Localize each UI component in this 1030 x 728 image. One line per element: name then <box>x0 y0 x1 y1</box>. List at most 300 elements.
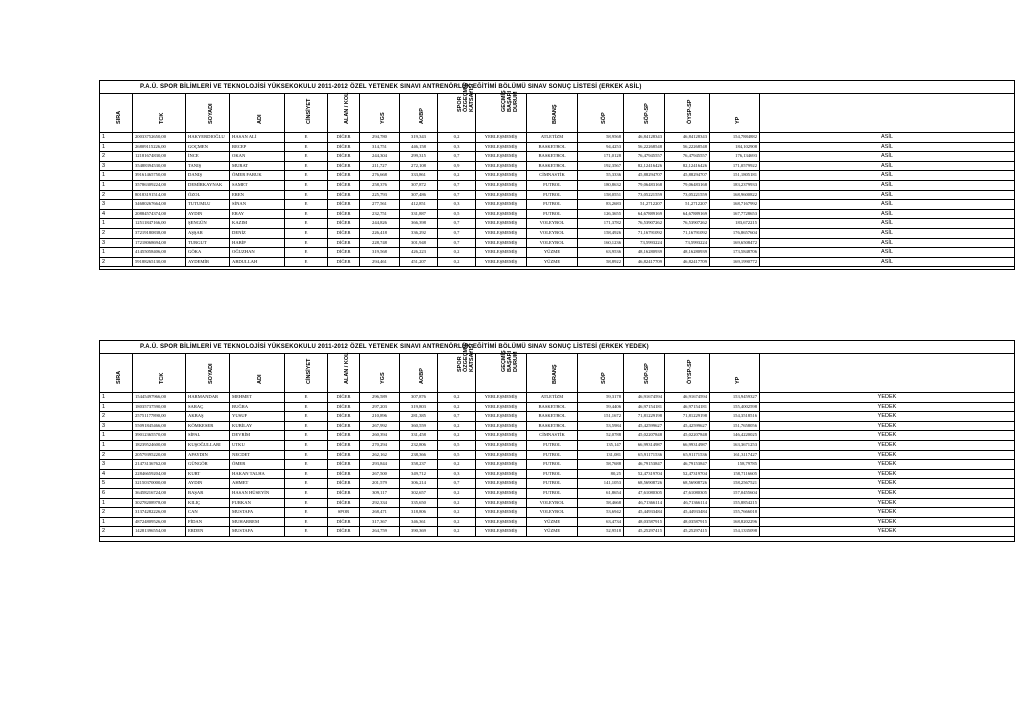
cell-gecmis-basari-durum: YERLEŞMEMİŞ <box>476 258 527 267</box>
cell-adi: NECDET <box>230 451 285 460</box>
header-sop <box>578 94 624 132</box>
cell-sop: 192,3567 <box>578 162 624 171</box>
cell-tck: 39161465750,00 <box>133 171 186 180</box>
cell-spor-ozgecmis-katsayisi: 0,2 <box>438 258 476 267</box>
cell-aobp: 307,872 <box>400 181 438 190</box>
cell-sira: 3 <box>100 460 133 469</box>
cell-sira: 1 <box>100 219 133 228</box>
cell-adi: ABDULLAH <box>230 258 285 267</box>
cell-oysp-sp: 46,84128343 <box>665 133 710 142</box>
cell-adi: MURAT <box>230 162 285 171</box>
cell-alan-kol: DİĞER <box>328 499 360 508</box>
cell-durum: YEDEK <box>877 518 897 525</box>
cell-soyadi: TANIŞ <box>186 162 230 171</box>
cell-yp: 154,7884882 <box>710 133 760 142</box>
cell-oysp-sp: 66,99314987 <box>665 441 710 450</box>
header-adi <box>230 94 285 132</box>
cell-yp: 183,672215 <box>710 219 760 228</box>
header-brans <box>527 94 578 132</box>
header-label: GEÇMİŞ BAŞARI DURUM <box>501 90 519 112</box>
cell-oysp-sp: 48,16280939 <box>665 248 710 257</box>
header-spor-ozgecmis-katsayisi <box>438 82 476 132</box>
cell-aobp: 319,803 <box>400 403 438 412</box>
cell-sira: 6 <box>100 489 133 498</box>
cell-durum: ASİL <box>881 239 893 246</box>
cell-sop: 126,3655 <box>578 210 624 219</box>
cell-aobp: 346,361 <box>400 518 438 527</box>
cell-sira: 2 <box>100 412 133 421</box>
cell-alan-kol: DİĞER <box>328 518 360 527</box>
cell-sop-sp: 46,84128343 <box>624 133 665 142</box>
cell-ygs: 294,461 <box>360 258 400 267</box>
header-label: ÖYSP-SP <box>687 99 693 124</box>
cell-brans: ATLETİZM <box>527 393 578 402</box>
table-row <box>100 133 1014 143</box>
cell-soyadi: AKBAŞ <box>186 412 230 421</box>
cell-adi: MUSTAFA <box>230 527 285 536</box>
cell-adi: ERAY <box>230 210 285 219</box>
cell-aobp: 301,948 <box>400 239 438 248</box>
cell-ygs: 267,500 <box>360 470 400 479</box>
cell-yp: 169,1990772 <box>710 258 760 267</box>
header-spor-ozgecmis-katsayisi <box>438 342 476 392</box>
cell-sop: 61,8654 <box>578 489 624 498</box>
cell-durum: YEDEK <box>877 509 897 516</box>
cell-oysp-sp: 76,47945557 <box>665 152 710 161</box>
cell-sop: 53,6942 <box>578 508 624 517</box>
cell-adi: DENİZ <box>230 229 285 238</box>
cell-cinsiyet: E <box>285 508 328 517</box>
cell-sira: 5 <box>100 479 133 488</box>
cell-sop: 131,081 <box>578 451 624 460</box>
cell-tck: 12511847166,00 <box>133 219 186 228</box>
cell-ygs: 244,304 <box>360 152 400 161</box>
cell-aobp: 299,315 <box>400 152 438 161</box>
cell-brans: FUTBOL <box>527 441 578 450</box>
cell-spor-ozgecmis-katsayisi: 0,2 <box>438 489 476 498</box>
table-row <box>100 508 1014 518</box>
cell-soyadi: AYDIN <box>186 210 230 219</box>
cell-gecmis-basari-durum: YERLEŞMEMİŞ <box>476 229 527 238</box>
cell-soyadi: KUŞOĞULLARI <box>186 441 230 450</box>
cell-durum: YEDEK <box>877 470 897 477</box>
cell-spor-ozgecmis-katsayisi: 0,2 <box>438 248 476 257</box>
cell-tck: 17218068694,00 <box>133 239 186 248</box>
cell-gecmis-basari-durum: YERLEŞMEMİŞ <box>476 527 527 536</box>
cell-aobp: 451,207 <box>400 258 438 267</box>
cell-gecmis-basari-durum: YERLEŞMEMİŞ <box>476 239 527 248</box>
table-row <box>100 451 1014 461</box>
cell-cinsiyet: E <box>285 451 328 460</box>
cell-adi: ÖMER FARUK <box>230 171 285 180</box>
cell-oysp-sp: 71,81229198 <box>665 412 710 421</box>
yedek-results-table <box>99 340 1015 542</box>
header-oysp-sp <box>665 354 710 392</box>
cell-gecmis-basari-durum: YERLEŞMEMİŞ <box>476 248 527 257</box>
cell-brans: FUTBOL <box>527 479 578 488</box>
cell-adi: OKAN <box>230 152 285 161</box>
header-ygs <box>360 354 400 392</box>
cell-spor-ozgecmis-katsayisi: 0,2 <box>438 499 476 508</box>
header-gecmis-basari-durum <box>476 90 527 132</box>
cell-spor-ozgecmis-katsayisi: 0,5 <box>438 210 476 219</box>
cell-sop: 160,1236 <box>578 239 624 248</box>
table-row <box>100 171 1014 181</box>
cell-yp: 168,7167992 <box>710 200 760 209</box>
cell-soyadi: AYDIN <box>186 479 230 488</box>
cell-adi: BUĞRA <box>230 403 285 412</box>
table-body <box>100 133 1014 267</box>
cell-yp: 176,134693 <box>710 152 760 161</box>
header-label: SOYADI <box>207 363 214 384</box>
cell-brans: CİMNASTİK <box>527 171 578 180</box>
cell-alan-kol: DİĞER <box>328 181 360 190</box>
cell-soyadi: KURT <box>186 470 230 479</box>
cell-cinsiyet: E <box>285 229 328 238</box>
cell-gecmis-basari-durum: YERLEŞMEMİŞ <box>476 451 527 460</box>
cell-yp: 173,5848706 <box>710 248 760 257</box>
cell-sira: 1 <box>100 133 133 142</box>
cell-sira: 1 <box>100 248 133 257</box>
cell-oysp-sp: 73,5993224 <box>665 239 710 248</box>
cell-brans: ATLETİZM <box>527 133 578 142</box>
cell-sop-sp: 64,67889169 <box>624 210 665 219</box>
cell-sop: 158,4926 <box>578 229 624 238</box>
table-row <box>100 441 1014 451</box>
table-row <box>100 479 1014 489</box>
cell-oysp-sp: 46,71366114 <box>665 499 710 508</box>
cell-oysp-sp: 64,67889169 <box>665 210 710 219</box>
header-oysp-sp <box>665 94 710 132</box>
cell-sop: 80,25 <box>578 470 624 479</box>
cell-brans: BASKETBOL <box>527 403 578 412</box>
table-row <box>100 527 1014 537</box>
cell-brans: VOLEYBOL <box>527 229 578 238</box>
cell-aobp: 319,343 <box>400 133 438 142</box>
cell-sop-sp: 45,02207848 <box>624 431 665 440</box>
cell-aobp: 426,223 <box>400 248 438 257</box>
cell-cinsiyet: E <box>285 181 328 190</box>
header-soyadi <box>186 354 230 392</box>
table-row <box>100 422 1014 432</box>
cell-yp: 154,3518516 <box>710 412 760 421</box>
cell-sop-sp: 56,22268548 <box>624 143 665 152</box>
cell-aobp: 336,292 <box>400 229 438 238</box>
cell-durum: ASİL <box>881 134 893 140</box>
cell-aobp: 446,158 <box>400 143 438 152</box>
cell-sop: 58,4668 <box>578 499 624 508</box>
cell-gecmis-basari-durum: YERLEŞMEMİŞ <box>476 499 527 508</box>
cell-soyadi: DANIŞ <box>186 171 230 180</box>
cell-ygs: 276,668 <box>360 171 400 180</box>
cell-cinsiyet: E <box>285 248 328 257</box>
cell-tck: 36458216724,00 <box>133 489 186 498</box>
cell-brans: YÜZME <box>527 258 578 267</box>
cell-spor-ozgecmis-katsayisi: 0,2 <box>438 171 476 180</box>
cell-soyadi: İNCE <box>186 152 230 161</box>
cell-alan-kol: DİĞER <box>328 171 360 180</box>
table-row <box>100 162 1014 172</box>
header-aobp <box>400 354 438 392</box>
header-durum <box>760 354 1014 392</box>
table-row <box>100 248 1014 258</box>
header-label: SÖP <box>600 372 607 384</box>
header-label: CİNSİYET <box>306 98 312 124</box>
cell-sop-sp: 76,53907262 <box>624 219 665 228</box>
cell-soyadi: HARMANDAR <box>186 393 230 402</box>
cell-sira: 2 <box>100 191 133 200</box>
cell-sira: 3 <box>100 239 133 248</box>
cell-yp: 183,2379933 <box>710 181 760 190</box>
cell-alan-kol: DİĞER <box>328 152 360 161</box>
cell-spor-ozgecmis-katsayisi: 0,7 <box>438 239 476 248</box>
cell-alan-kol: DİĞER <box>328 200 360 209</box>
cell-soyadi: AYDEMİR <box>186 258 230 267</box>
cell-spor-ozgecmis-katsayisi: 0,7 <box>438 229 476 238</box>
cell-aobp: 272,108 <box>400 162 438 171</box>
cell-sop: 55,3336 <box>578 171 624 180</box>
cell-durum: ASİL <box>881 249 893 256</box>
cell-gecmis-basari-durum: YERLEŞMEMİŞ <box>476 210 527 219</box>
cell-gecmis-basari-durum: YERLEŞMEMİŞ <box>476 508 527 517</box>
cell-oysp-sp: 71,16791092 <box>665 229 710 238</box>
cell-soyadi: TURGUT <box>186 239 230 248</box>
cell-sop-sp: 45,88294707 <box>624 171 665 180</box>
cell-adi: YUSUF <box>230 412 285 421</box>
cell-yp: 169,6508472 <box>710 239 760 248</box>
cell-durum: ASİL <box>881 220 893 227</box>
cell-durum: ASİL <box>881 210 893 217</box>
cell-sira: 1 <box>100 143 133 152</box>
cell-brans: FUTBOL <box>527 460 578 469</box>
cell-tck: 12181674830,00 <box>133 152 186 161</box>
cell-sop: 83,2683 <box>578 200 624 209</box>
cell-ygs: 258,376 <box>360 181 400 190</box>
table-row <box>100 431 1014 441</box>
cell-yp: 158,7116605 <box>710 470 760 479</box>
cell-oysp-sp: 45,42599627 <box>665 422 710 431</box>
cell-adi: DEVRİM <box>230 431 285 440</box>
header-tck <box>133 354 186 392</box>
cell-tck: 18035737590,00 <box>133 403 186 412</box>
cell-brans: BASKETBOL <box>527 412 578 421</box>
cell-tck: 55091845466,00 <box>133 422 186 431</box>
cell-yp: 161,3117427 <box>710 451 760 460</box>
cell-cinsiyet: E <box>285 431 328 440</box>
cell-sop: 171,0128 <box>578 152 624 161</box>
cell-durum: YEDEK <box>877 394 897 400</box>
cell-gecmis-basari-durum: YERLEŞMEMİŞ <box>476 489 527 498</box>
cell-sira: 2 <box>100 258 133 267</box>
cell-oysp-sp: 46,97154181 <box>665 403 710 412</box>
cell-ygs: 211,727 <box>360 162 400 171</box>
cell-tck: 25751177890,00 <box>133 412 186 421</box>
cell-cinsiyet: E <box>285 210 328 219</box>
table-body <box>100 393 1014 537</box>
cell-ygs: 314,751 <box>360 143 400 152</box>
cell-yp: 157,0455604 <box>710 489 760 498</box>
cell-tck: 30278208978,00 <box>133 499 186 508</box>
cell-sop: 63,9536 <box>578 248 624 257</box>
cell-yp: 155,4002598 <box>710 403 760 412</box>
cell-yp: 158,79785 <box>710 460 760 469</box>
cell-sop-sp: 47,61080305 <box>624 489 665 498</box>
cell-brans: VOLEYBOL <box>527 219 578 228</box>
cell-gecmis-basari-durum: YERLEŞMEMİŞ <box>476 479 527 488</box>
cell-soyadi: GOÇMEN <box>186 143 230 152</box>
cell-oysp-sp: 47,61080305 <box>665 489 710 498</box>
cell-alan-kol: DİĞER <box>328 229 360 238</box>
cell-oysp-sp: 79,06483168 <box>665 181 710 190</box>
cell-sop-sp: 68,56908726 <box>624 479 665 488</box>
cell-gecmis-basari-durum: YERLEŞMEMİŞ <box>476 393 527 402</box>
cell-durum: YEDEK <box>877 441 897 448</box>
cell-ygs: 264,759 <box>360 527 400 536</box>
cell-yp: 167,7728653 <box>710 210 760 219</box>
cell-sop-sp: 52,47319704 <box>624 470 665 479</box>
cell-aobp: 412,851 <box>400 200 438 209</box>
cell-tck: 31374282226,00 <box>133 508 186 517</box>
cell-sop: 141,1053 <box>578 479 624 488</box>
cell-tck: 20579395220,00 <box>133 451 186 460</box>
cell-soyadi: FİDAN <box>186 518 230 527</box>
cell-soyadi: DEMİRKAYNAK <box>186 181 230 190</box>
cell-tck: 26809115226,00 <box>133 143 186 152</box>
cell-alan-kol: DİĞER <box>328 441 360 450</box>
cell-brans: CİMNASTİK <box>527 431 578 440</box>
cell-ygs: 262,162 <box>360 451 400 460</box>
cell-spor-ozgecmis-katsayisi: 0,5 <box>438 441 476 450</box>
cell-durum: YEDEK <box>877 528 897 535</box>
cell-tck: 15445497966,00 <box>133 393 186 402</box>
cell-sop-sp: 82,12416426 <box>624 162 665 171</box>
cell-sop: 171,3782 <box>578 219 624 228</box>
header-label: ÖYSP-SP <box>687 359 693 384</box>
cell-brans: YÜZME <box>527 527 578 536</box>
cell-durum: ASİL <box>881 162 893 169</box>
cell-gecmis-basari-durum: YERLEŞMEMİŞ <box>476 412 527 421</box>
cell-yp: 155,8854215 <box>710 499 760 508</box>
header-soyadi <box>186 94 230 132</box>
cell-adi: HASAN ALİ <box>230 133 285 142</box>
cell-aobp: 281,385 <box>400 412 438 421</box>
cell-soyadi: GÖKA <box>186 248 230 257</box>
cell-aobp: 335,650 <box>400 499 438 508</box>
cell-sira: 2 <box>100 229 133 238</box>
cell-ygs: 297,203 <box>360 403 400 412</box>
cell-tck: 41455058406,00 <box>133 248 186 257</box>
cell-alan-kol: DİĞER <box>328 248 360 257</box>
cell-sira: 2 <box>100 152 133 161</box>
cell-ygs: 244,826 <box>360 219 400 228</box>
cell-durum: ASİL <box>881 201 893 208</box>
cell-gecmis-basari-durum: YERLEŞMEMİŞ <box>476 171 527 180</box>
cell-durum: YEDEK <box>877 489 897 496</box>
cell-gecmis-basari-durum: YERLEŞMEMİŞ <box>476 152 527 161</box>
cell-adi: SİNAN <box>230 200 285 209</box>
cell-yp: 176,8657604 <box>710 229 760 238</box>
cell-alan-kol: DİĞER <box>328 393 360 402</box>
cell-yp: 184,102908 <box>710 143 760 152</box>
header-yp <box>710 94 760 132</box>
cell-cinsiyet: E <box>285 393 328 402</box>
cell-ygs: 225,793 <box>360 191 400 200</box>
cell-spor-ozgecmis-katsayisi: 0,3 <box>438 143 476 152</box>
cell-sop: 59,3178 <box>578 393 624 402</box>
header-sop <box>578 354 624 392</box>
cell-aobp: 331,887 <box>400 210 438 219</box>
cell-gecmis-basari-durum: YERLEŞMEMİŞ <box>476 422 527 431</box>
cell-sira: 1 <box>100 171 133 180</box>
cell-adi: OĞUZHAN <box>230 248 285 257</box>
header-label: SÖP <box>600 112 607 124</box>
cell-yp: 153,9459327 <box>710 393 760 402</box>
cell-soyadi: TUTUMLU <box>186 200 230 209</box>
cell-adi: EREN <box>230 191 285 200</box>
cell-oysp-sp: 48,03587915 <box>665 518 710 527</box>
table-row <box>100 181 1014 191</box>
cell-gecmis-basari-durum: YERLEŞMEMİŞ <box>476 460 527 469</box>
header-sira <box>100 94 133 132</box>
cell-sop: 94,4253 <box>578 143 624 152</box>
cell-sop: 53,5984 <box>578 422 624 431</box>
cell-brans: VOLEYBOL <box>527 499 578 508</box>
cell-aobp: 366,398 <box>400 219 438 228</box>
cell-spor-ozgecmis-katsayisi: 0,2 <box>438 403 476 412</box>
cell-oysp-sp: 46,82417709 <box>665 258 710 267</box>
cell-spor-ozgecmis-katsayisi: 0,2 <box>438 422 476 431</box>
cell-sop-sp: 65,91171536 <box>624 451 665 460</box>
table-row <box>100 412 1014 422</box>
cell-cinsiyet: E <box>285 527 328 536</box>
cell-durum: YEDEK <box>877 403 897 410</box>
header-label: YP <box>734 376 741 384</box>
table-row <box>100 219 1014 229</box>
cell-durum: ASİL <box>881 172 893 179</box>
cell-tck: 21473136762,00 <box>133 460 186 469</box>
cell-sira: 3 <box>100 162 133 171</box>
cell-adi: UTKU <box>230 441 285 450</box>
cell-sop-sp: 45,44933484 <box>624 508 665 517</box>
cell-sira: 1 <box>100 441 133 450</box>
cell-gecmis-basari-durum: YERLEŞMEMİŞ <box>476 143 527 152</box>
cell-aobp: 318,806 <box>400 508 438 517</box>
header-aobp <box>400 94 438 132</box>
header-label: TCK <box>159 112 165 124</box>
cell-soyadi: SİPAL <box>186 431 230 440</box>
table-row <box>100 210 1014 220</box>
cell-tck: 35786309224,00 <box>133 181 186 190</box>
table-row <box>100 152 1014 162</box>
cell-sop-sp: 73,05221559 <box>624 191 665 200</box>
cell-gecmis-basari-durum: YERLEŞMEMİŞ <box>476 518 527 527</box>
cell-brans: BASKETBOL <box>527 162 578 171</box>
cell-aobp: 307,876 <box>400 393 438 402</box>
cell-cinsiyet: E <box>285 191 328 200</box>
header-label: YGS <box>379 112 386 124</box>
cell-yp: 171,0579922 <box>710 162 760 171</box>
cell-aobp: 358,237 <box>400 460 438 469</box>
cell-alan-kol: DİĞER <box>328 143 360 152</box>
cell-soyadi: GÜNGÖR <box>186 460 230 469</box>
header-label: AOBP <box>418 368 425 384</box>
header-label: SÖP-SP <box>644 103 650 124</box>
cell-soyadi: SARAÇ <box>186 403 230 412</box>
cell-cinsiyet: E <box>285 403 328 412</box>
cell-ygs: 228,748 <box>360 239 400 248</box>
cell-alan-kol: DİĞER <box>328 133 360 142</box>
header-alan-kol <box>328 94 360 132</box>
